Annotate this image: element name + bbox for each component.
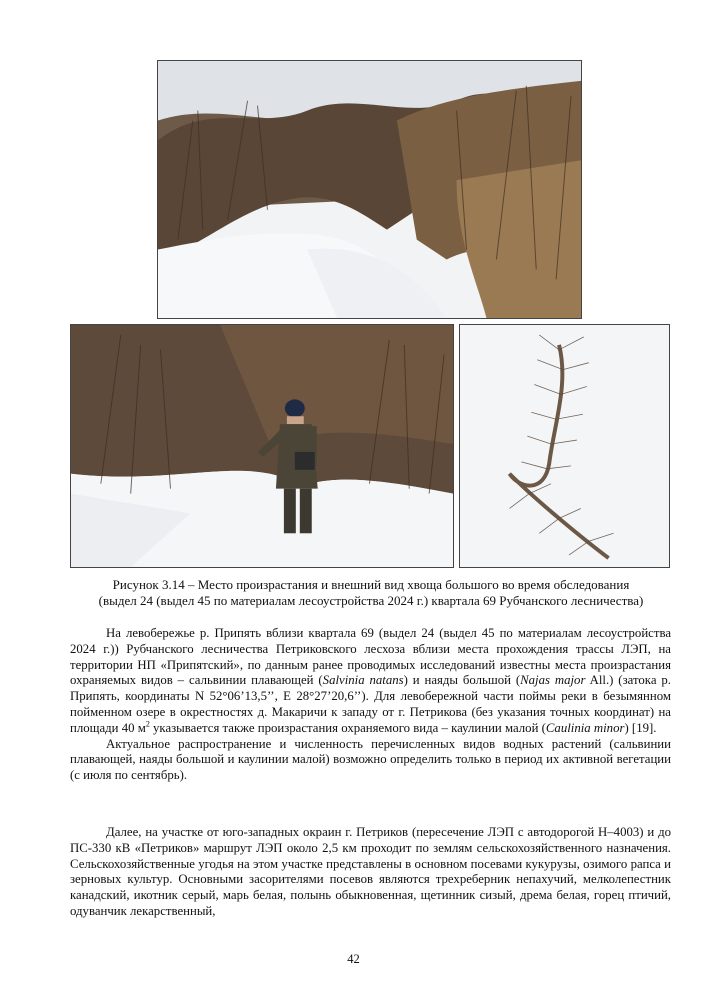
paragraph-agricultural-lands: Далее, на участке от юго-западных окраин г. Петриков (пересечение ЛЭП с автодорогой Н–4003) и до ПС-330 кВ «Петриков» маршрут ЛЭП около 2,5 км проходит по землям сельскохозяйственного назначения. Сельскохозяйственные угодья на этом участке представлены в основном посевами кукурузы, озимого рапса и зерновых культур. Основными засорителями посевов являются трехреберник непахучий, мелколепестник канадский, икотник серый, марь белая, полынь обыкновенная, щетинник сизый, дрема белая, горец птичий, одуванчик лекарственный, [70, 825, 671, 918]
p1-text-e: ) [19]. [624, 720, 657, 735]
body-section-1 [70, 626, 671, 784]
page-number: 42 [347, 952, 360, 966]
paragraph-current-distribution: Актуальное распространение и численность перечисленных видов водных растений (сальвинии плавающей, наяды большой и каулинии малой) возможно определить только в период их активной вегетации (с июля по сентябрь). [70, 736, 671, 783]
photo-floodplain-shrubs [157, 60, 582, 319]
species-salvinia-natans: Salvinia natans [322, 673, 404, 688]
species-caulinia-minor: Caulinia minor [545, 720, 625, 735]
figure-caption [62, 577, 680, 609]
species-najas-major: Najas major [520, 673, 586, 688]
body-section-2 [70, 825, 671, 920]
caption-line-1: Рисунок 3.14 – Место произрастания и внешний вид хвоща большого во время обследования [112, 577, 630, 592]
photo-researcher-survey [70, 324, 454, 568]
p1-text-c: All.) (затока р. Припять, координаты N 52°06’13,5’’, E 28°27’20,6’’). Для левобережной части поймы реки в безымянном пойменном озере в окрестностях д. Макаричи к западу от г. Петрикова (без указания точных координат) на площади 40 м [70, 673, 671, 735]
photo-horsetail-specimen [459, 324, 670, 568]
p1-text-d: указывается также произрастания охраняемого вида – каулинии малой ( [149, 720, 546, 735]
area-superscript: 2 [145, 719, 150, 729]
p1-text-b: ) и наяды большой ( [403, 673, 521, 688]
p1-text-a: На левобережье р. Припять вблизи квартала 69 (выдел 24 (выдел 45 по материалам лесоустройства 2024 г.)) Рубчанского лесничества Петриковского лесхоза вблизи места прохождения трассы ЛЭП, на территории НП «Припятский», по данным ранее проводимых исследований известны места произрастания охраняемых видов – сальвинии плавающей ( [70, 626, 671, 688]
caption-line-2: (выдел 24 (выдел 45 по материалам лесоустройства 2024 г.) квартала 69 Рубчанского лесничества) [98, 593, 644, 608]
paragraph-pripyat-left-bank [70, 626, 671, 737]
